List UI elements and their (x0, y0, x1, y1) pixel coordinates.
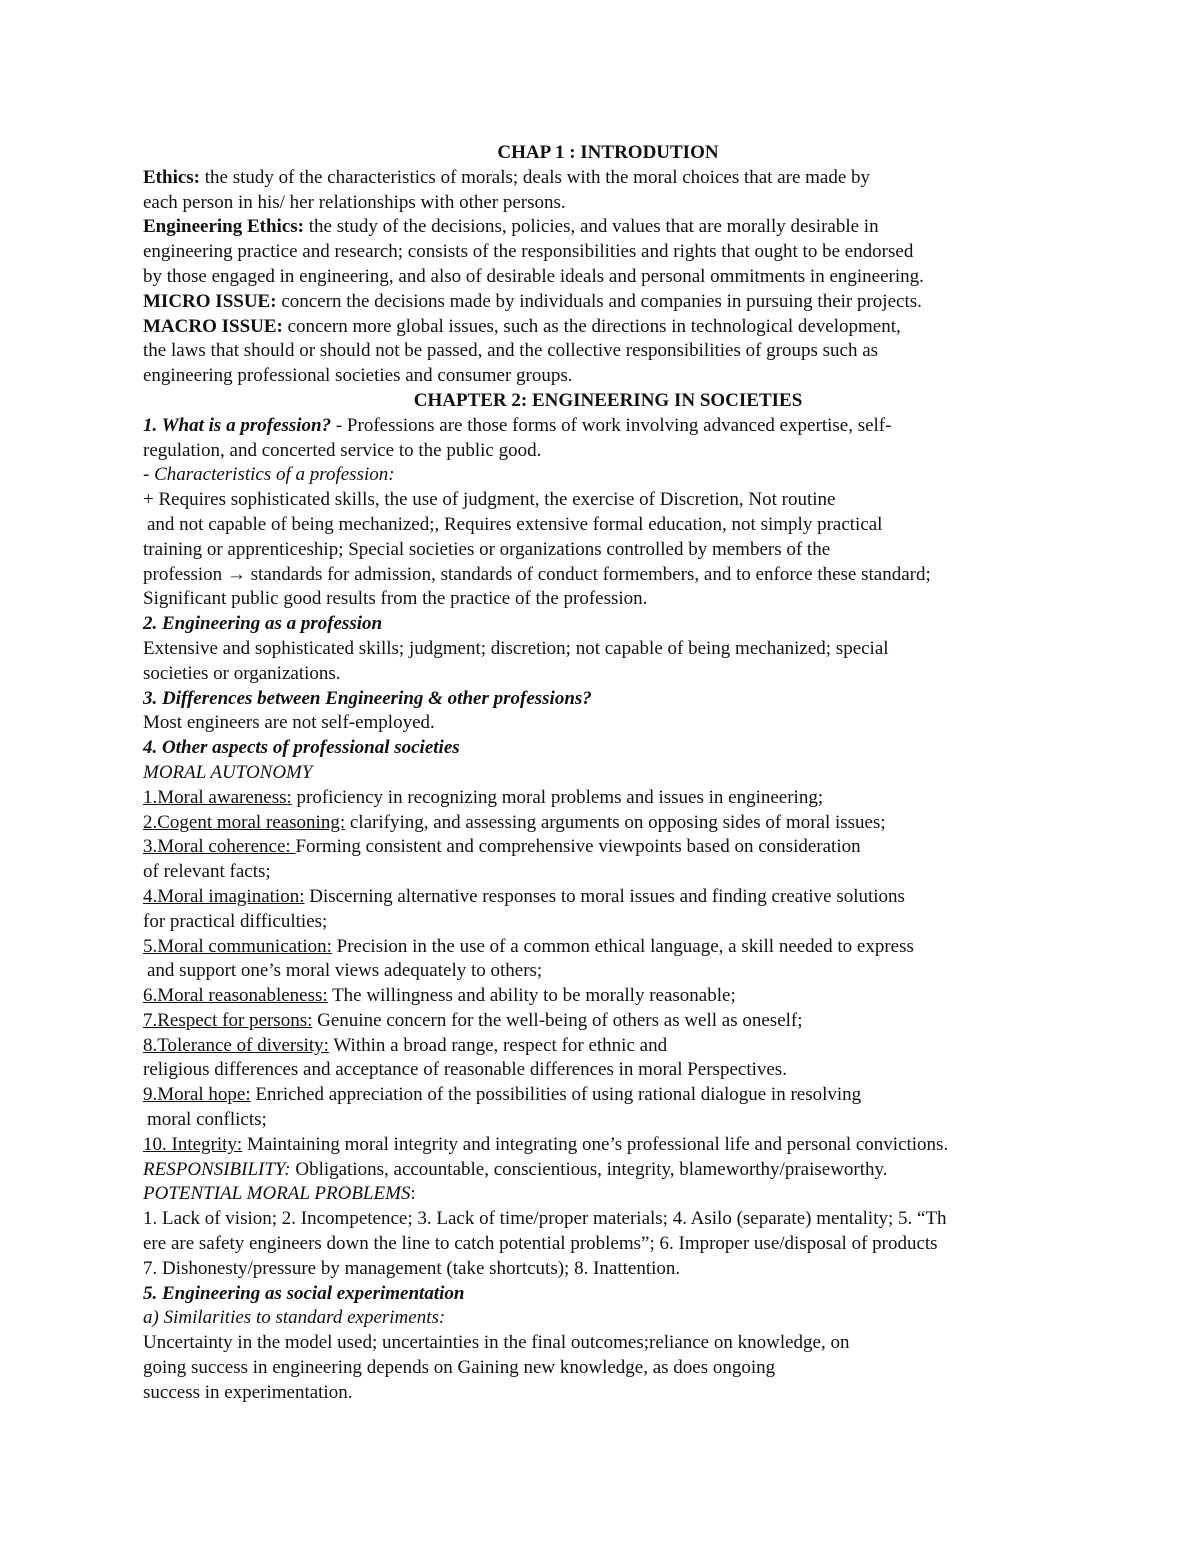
question-1-heading: 1. What is a profession? (143, 414, 332, 436)
ethics-term: Ethics: (143, 166, 200, 188)
responsibility-term: RESPONSIBILITY: (143, 1158, 291, 1180)
moral-item-2-term: 2.Cogent moral reasoning: (143, 811, 346, 833)
characteristics-line-1: + Requires sophisticated skills, the use of judgment, the exercise of Discretion, Not routine (143, 489, 836, 511)
question-3-line-1: Most engineers are not self-employed. (143, 712, 435, 734)
potential-moral-problems-line-3: 7. Dishonesty/pressure by management (take shortcuts); 8. Inattention. (143, 1257, 681, 1279)
moral-item-2-text: clarifying, and assessing arguments on opposing sides of moral issues; (345, 811, 886, 833)
moral-item-7-term: 7.Respect for persons: (143, 1009, 313, 1031)
engineering-ethics-term: Engineering Ethics: (143, 216, 304, 238)
ethics-definition-cont: each person in his/ her relationships with other persons. (143, 191, 566, 213)
micro-issue-definition (143, 290, 1073, 315)
chapter-1-title: CHAP 1 : INTRODUTION (497, 142, 719, 163)
ethics-text: the study of the characteristics of morals; deals with the moral choices that are made by (200, 166, 871, 188)
moral-item-10-term: 10. Integrity: (143, 1133, 243, 1155)
moral-item-10 (143, 1133, 1073, 1158)
responsibility-line (143, 1158, 1073, 1183)
question-5-line-2: going success in engineering depends on Gaining new knowledge, as does ongoing (143, 1357, 776, 1379)
moral-item-2 (143, 811, 1073, 836)
moral-item-3-cont: of relevant facts; (143, 861, 271, 883)
moral-item-4-cont: for practical difficulties; (143, 910, 328, 932)
moral-item-8-term: 8.Tolerance of diversity: (143, 1034, 329, 1056)
moral-item-1 (143, 786, 1073, 811)
question-5-heading: 5. Engineering as social experimentation (143, 1282, 465, 1304)
moral-item-3 (143, 835, 1073, 860)
engineering-ethics-cont-2: by those engaged in engineering, and also of desirable ideals and personal ommitments in engineering. (143, 265, 924, 287)
moral-item-4-text: Discerning alternative responses to moral issues and finding creative solutions (304, 885, 905, 907)
question-1-text: - Professions are those forms of work involving advanced expertise, self- (331, 414, 892, 436)
question-5-line-3: success in experimentation. (143, 1381, 353, 1403)
moral-item-3-text: Forming consistent and comprehensive viewpoints based on consideration (295, 836, 861, 858)
moral-item-1-text: proficiency in recognizing moral problems and issues in engineering; (291, 786, 824, 808)
moral-item-1-term: 1.Moral awareness: (143, 786, 292, 808)
question-5a-heading: a) Similarities to standard experiments: (143, 1307, 446, 1329)
moral-item-9-cont: moral conflicts; (147, 1109, 267, 1131)
potential-moral-problems-line-1: 1. Lack of vision; 2. Incompetence; 3. Lack of time/proper materials; 4. Asilo (separate) mentality; 5. “Th (143, 1208, 947, 1230)
engineering-ethics-text: the study of the decisions, policies, and values that are morally desirable in (303, 216, 879, 238)
potential-moral-problems-line-2: ere are safety engineers down the line to catch potential problems”; 6. Improper use/disposal of products (143, 1233, 938, 1255)
question-2-line-2: societies or organizations. (143, 662, 341, 684)
micro-issue-term: MICRO ISSUE: (143, 290, 277, 312)
question-1-cont: regulation, and concerted service to the public good. (143, 439, 542, 461)
macro-issue-definition (143, 315, 1073, 340)
potential-moral-problems-heading (143, 1182, 1073, 1207)
question-5-line-1: Uncertainty in the model used; uncertainties in the final outcomes;reliance on knowledge, on (143, 1332, 850, 1354)
moral-item-9-text: Enriched appreciation of the possibilities of using rational dialogue in resolving (250, 1084, 862, 1106)
characteristics-line-2: and not capable of being mechanized;, Requires extensive formal education, not simply practical (147, 513, 883, 535)
characteristics-line-5: Significant public good results from the practice of the profession. (143, 588, 648, 610)
moral-item-5-cont: and support one’s moral views adequately to others; (147, 960, 543, 982)
moral-item-7 (143, 1009, 1073, 1034)
moral-item-3-term: 3.Moral coherence: (143, 836, 296, 858)
question-2-line-1: Extensive and sophisticated skills; judgment; discretion; not capable of being mechanized; special (143, 637, 889, 659)
potential-moral-problems-title: POTENTIAL MORAL PROBLEMS (143, 1183, 411, 1205)
macro-issue-cont-2: engineering professional societies and consumer groups. (143, 365, 573, 387)
ethics-definition (143, 166, 1073, 191)
question-3-heading: 3. Differences between Engineering & other professions? (143, 687, 592, 709)
moral-autonomy-heading: MORAL AUTONOMY (143, 761, 313, 783)
engineering-ethics-cont-1: engineering practice and research; consists of the responsibilities and rights that ought to be endorsed (143, 241, 914, 263)
macro-issue-text: concern more global issues, such as the directions in technological development, (282, 315, 901, 337)
engineering-ethics-definition (143, 215, 1073, 240)
chapter-2-title: CHAPTER 2: ENGINEERING IN SOCIETIES (413, 389, 803, 411)
responsibility-text: Obligations, accountable, conscientious, integrity, blameworthy/praiseworthy. (290, 1158, 888, 1180)
macro-issue-cont-1: the laws that should or should not be passed, and the collective responsibilities of groups such as (143, 340, 879, 362)
document-page (143, 141, 1073, 1406)
question-1 (143, 414, 1073, 439)
potential-moral-problems-colon: : (410, 1183, 416, 1205)
moral-item-10-text: Maintaining moral integrity and integrating one’s professional life and personal convictions. (242, 1133, 949, 1155)
moral-item-6-term: 6.Moral reasonableness: (143, 985, 328, 1007)
moral-item-4 (143, 885, 1073, 910)
question-2-heading: 2. Engineering as a profession (143, 613, 383, 635)
moral-item-4-term: 4.Moral imagination: (143, 885, 305, 907)
moral-item-6-text: The willingness and ability to be morally reasonable; (327, 985, 736, 1007)
moral-item-5-term: 5.Moral communication: (143, 935, 332, 957)
moral-item-8 (143, 1034, 1073, 1059)
macro-issue-term: MACRO ISSUE: (143, 315, 283, 337)
moral-item-5-text: Precision in the use of a common ethical language, a skill needed to express (331, 935, 914, 957)
moral-item-6 (143, 984, 1073, 1009)
question-4-heading: 4. Other aspects of professional societies (143, 737, 460, 759)
moral-item-9-term: 9.Moral hope: (143, 1084, 251, 1106)
moral-item-7-text: Genuine concern for the well-being of others as well as oneself; (312, 1009, 803, 1031)
moral-item-8-cont: religious differences and acceptance of reasonable differences in moral Perspectives. (143, 1059, 787, 1081)
characteristics-heading: - Characteristics of a profession: (143, 464, 395, 486)
characteristics-line-4: profession → standards for admission, standards of conduct formembers, and to enforce these standard; (143, 563, 931, 585)
characteristics-line-3: training or apprenticeship; Special societies or organizations controlled by members of the (143, 538, 831, 560)
moral-item-5 (143, 935, 1073, 960)
micro-issue-text: concern the decisions made by individuals and companies in pursuing their projects. (276, 290, 922, 312)
moral-item-9 (143, 1083, 1073, 1108)
moral-item-8-text: Within a broad range, respect for ethnic and (328, 1034, 668, 1056)
